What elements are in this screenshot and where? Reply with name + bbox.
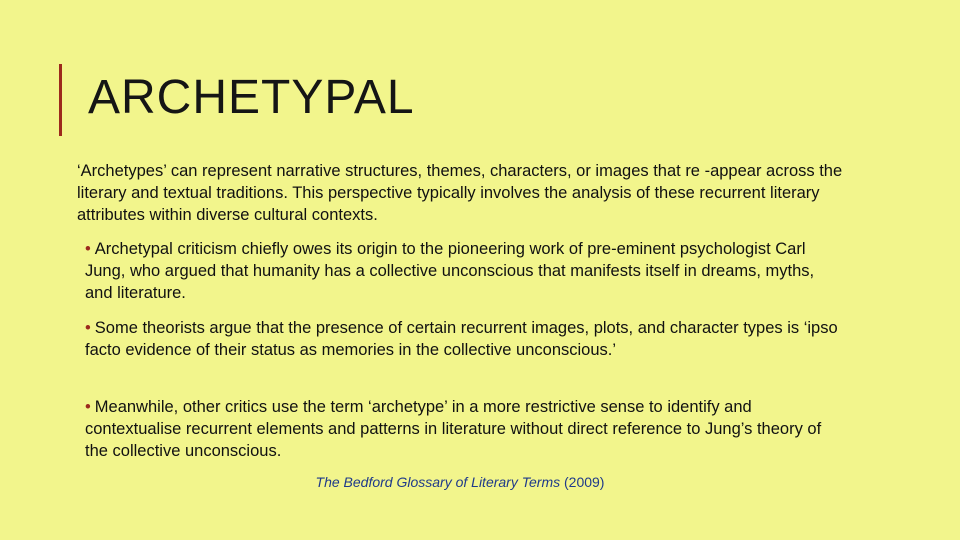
- slide-title: ARCHETYPAL: [88, 71, 415, 124]
- bullet-item: [77, 238, 845, 304]
- citation: [0, 474, 920, 490]
- bullet-text: Meanwhile, other critics use the term ‘archetype’ in a more restrictive sense to identify and contextualise recurrent elements and patterns in literature without direct reference to Jung’s theory of the collective unconscious.: [85, 398, 822, 460]
- bullet-text: Some theorists argue that the presence of certain recurrent images, plots, and character types is ‘ipso facto evidence of their status as memories in the collective unconscious.’: [85, 319, 838, 359]
- citation-year: (2009): [564, 474, 605, 490]
- intro-paragraph: ‘Archetypes’ can represent narrative structures, themes, characters, or images that re -appear across the literary and textual traditions. This perspective typically involves the analysis of these recurrent literary attributes within diverse cultural contexts.: [77, 162, 843, 224]
- title-accent-bar: [59, 64, 62, 136]
- bullet-item: [77, 396, 845, 462]
- bullet-item: [77, 317, 845, 361]
- bullet-marker: •: [85, 240, 91, 258]
- bullet-marker: •: [85, 398, 91, 416]
- citation-book-title: The Bedford Glossary of Literary Terms: [315, 474, 561, 490]
- bullet-marker: •: [85, 319, 91, 337]
- bullet-text: Archetypal criticism chiefly owes its origin to the pioneering work of pre-eminent psychologist Carl Jung, who argued that humanity has a collective unconscious that manifests itself in dreams, myths, and literature.: [85, 240, 815, 302]
